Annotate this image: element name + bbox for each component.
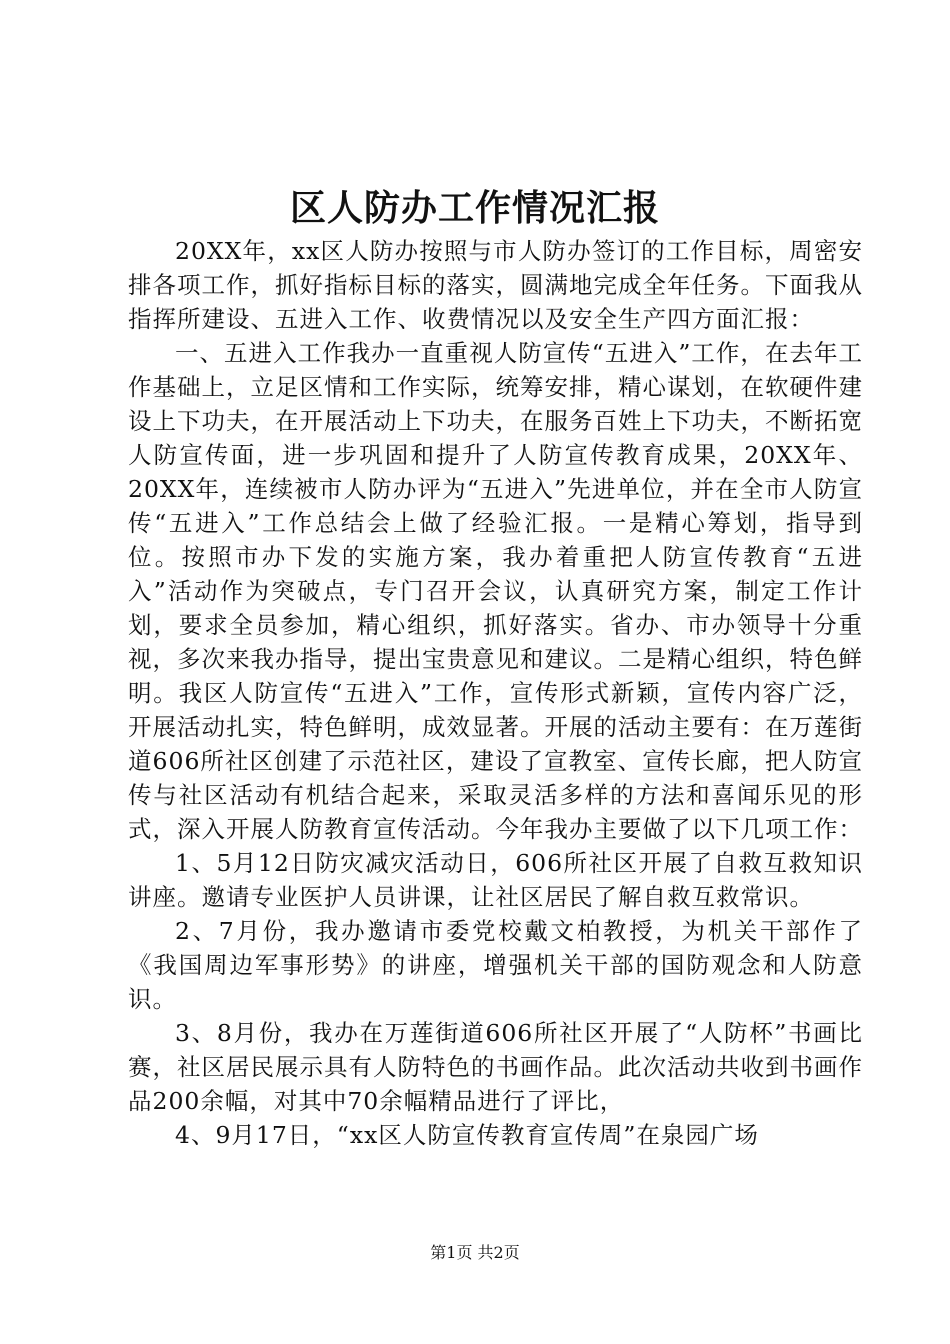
paragraph-item-1: 1、5月12日防灾减灾活动日，606所社区开展了自救互救知识讲座。邀请专业医护人员讲课，让社区居民了解自救互救常识。 <box>128 849 863 911</box>
paragraph-intro: 20XX年，xx区人防办按照与市人防办签订的工作目标，周密安排各项工作，抓好指标目标的落实，圆满地完成全年任务。下面我从指挥所建设、五进入工作、收费情况以及安全生产四方面汇报： <box>128 237 863 333</box>
page-footer: 第1页 共2页 <box>430 1243 520 1262</box>
document-title: 区人防办工作情况汇报 <box>289 187 660 229</box>
paragraph-item-4: 4、9月17日，“xx区人防宣传教育宣传周”在泉园广场 <box>175 1121 759 1149</box>
paragraph-item-2: 2、7月份，我办邀请市委党校戴文柏教授，为机关干部作了《我国周边军事形势》的讲座，增强机关干部的国防观念和人防意识。 <box>128 917 863 1013</box>
paragraph-item-3: 3、8月份，我办在万莲街道606所社区开展了“人防杯”书画比赛，社区居民展示具有人防特色的书画作品。此次活动共收到书画作品200余幅，对其中70余幅精品进行了评比， <box>128 1019 863 1115</box>
document-body <box>128 234 863 1152</box>
paragraph-section-one: 一、五进入工作我办一直重视人防宣传“五进入”工作，在去年工作基础上，立足区情和工作实际，统筹安排，精心谋划，在软硬件建设上下功夫，在开展活动上下功夫，在服务百姓上下功夫，不断拓宽人防宣传面，进一步巩固和提升了人防宣传教育成果，20XX年、20XX年，连续被市人防办评为“五进入”先进单位，并在全市人防宣传“五进入”工作总结会上做了经验汇报。一是精心筹划，指导到位。按照市办下发的实施方案，我办着重把人防宣传教育“五进入”活动作为突破点，专门召开会议，认真研究方案，制定工作计划，要求全员参加，精心组织，抓好落实。省办、市办领导十分重视，多次来我办指导，提出宝贵意见和建议。二是精心组织，特色鲜明。我区人防宣传“五进入”工作，宣传形式新颖，宣传内容广泛，开展活动扎实，特色鲜明，成效显著。开展的活动主要有：在万莲街道606所社区创建了示范社区，建设了宣教室、宣传长廊，把人防宣传与社区活动有机结合起来，采取灵活多样的方法和喜闻乐见的形式，深入开展人防教育宣传活动。今年我办主要做了以下几项工作： <box>128 339 863 843</box>
